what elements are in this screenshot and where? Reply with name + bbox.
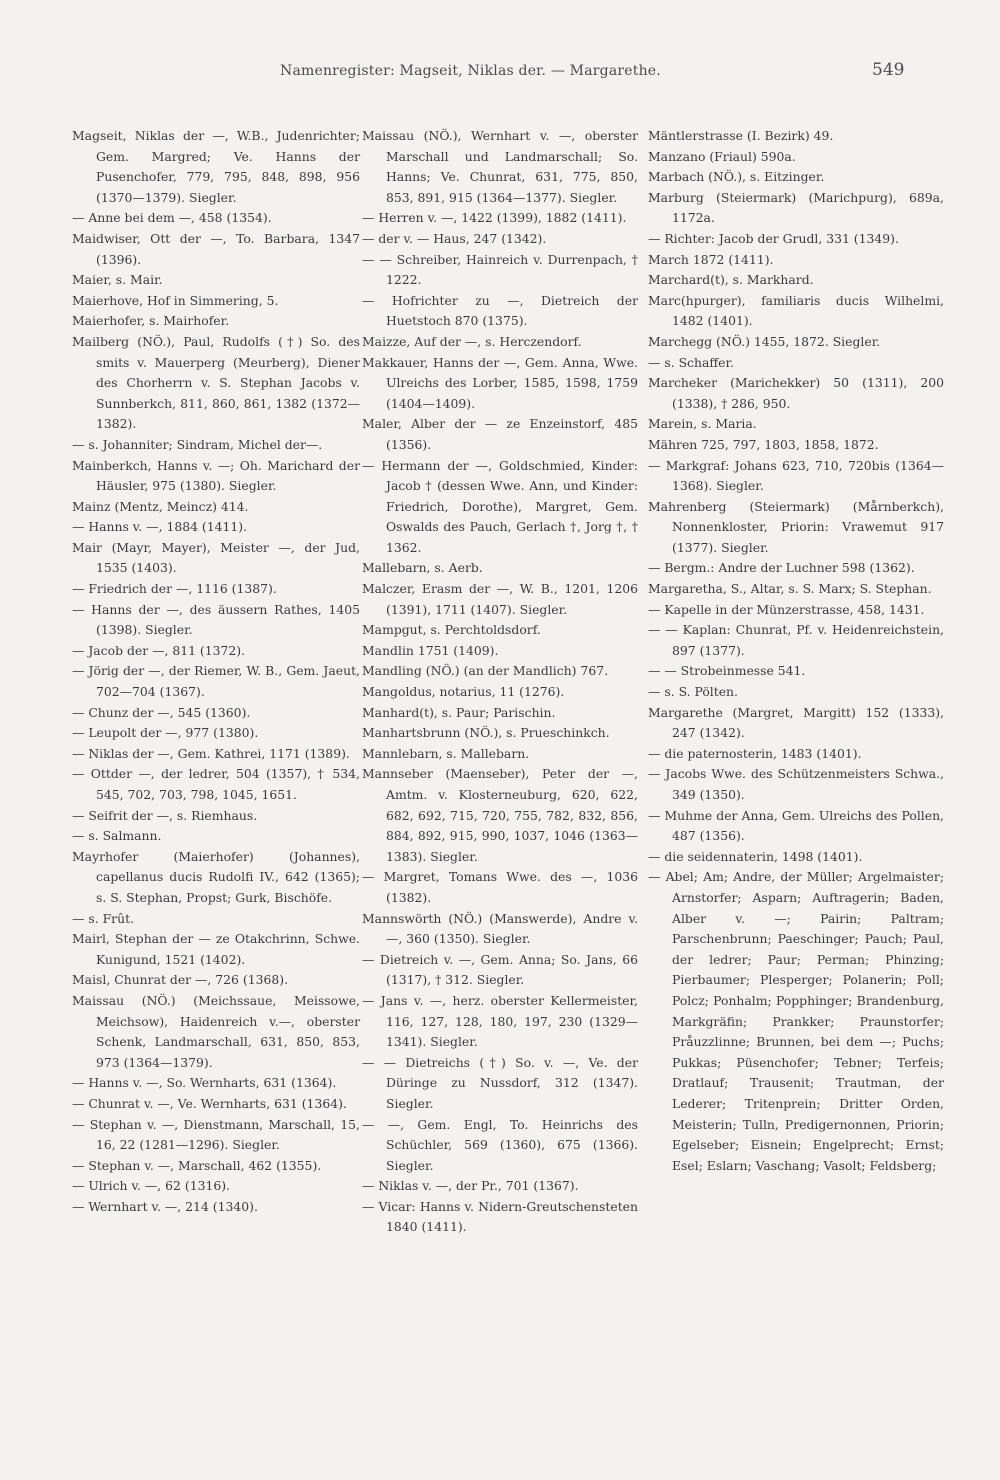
index-entry: — Jacob der —, 811 (1372). bbox=[72, 642, 246, 658]
column-3 bbox=[648, 126, 944, 1176]
index-entry: Mampgut, s. Perchtoldsdorf. bbox=[362, 622, 541, 638]
index-entry: Marc(hpurger), familiaris ducis Wilhelmi, 1482 (1401). bbox=[648, 292, 944, 329]
index-entry: — Abel; Am; Andre, der Müller; Argelmaister; Arnstorfer; Asparn; Auftragerin; Baden, Alber v. —; Pairin; Paltram; Parschenbrunn; Paeschinger; Pauch; Paul, der ledrer; Paur; Perman; Phinzing; Pierbaumer; Plesperger; Polanerin; Poll; Polcz; Ponhalm; Popphinger; Brandenburg, Markgräfin; Prankker; Praunstorfer; Pråuzzlinne; Brunnen, bei dem —; Puchs; Pukkas; Püsenchofer; Tebner; Terfeis; Dratlauf; Trausenit; Trautman, der Lederer; Tritenprein; Dritter Orden, Meisterin; Tulln, Predigernonnen, Priorin; Egelseber; Eisnein; Engelprecht; Ernst; Esel; Eslarn; Vaschang; Vasolt; Feldsberg; bbox=[648, 869, 944, 1173]
index-entry: — — Dietreichs (†) So. v. —, Ve. der Düringe zu Nussdorf, 312 (1347). Siegler. bbox=[362, 1054, 638, 1111]
index-entry: Maier, s. Mair. bbox=[72, 272, 163, 288]
index-entry: Maissau (NÖ.) (Meichssaue, Meissowe, Meichsow), Haidenreich v.—, oberster Schenk, Landmarschall, 631, 850, 853, 973 (1364—1379). bbox=[72, 992, 360, 1070]
index-entry: Mahrenberg (Steiermark) (Mårnberkch), Nonnenkloster, Priorin: Vrawemut 917 (1377). Siegler. bbox=[648, 498, 944, 555]
index-entry: — —, Gem. Engl, To. Heinrichs des Schüchler, 569 (1360), 675 (1366). Siegler. bbox=[362, 1116, 638, 1173]
index-entry: Mäntlerstrasse (I. Bezirk) 49. bbox=[648, 128, 834, 143]
index-entry: — Stephan v. —, Marschall, 462 (1355). bbox=[72, 1157, 322, 1173]
index-entry: — der v. — Haus, 247 (1342). bbox=[362, 230, 547, 246]
index-entry: Mainberkch, Hanns v. —; Oh. Marichard der Häusler, 975 (1380). Siegler. bbox=[72, 457, 360, 494]
index-entry: — Niklas v. —, der Pr., 701 (1367). bbox=[362, 1178, 579, 1194]
index-entry: — die seidennaterin, 1498 (1401). bbox=[648, 848, 863, 864]
index-entry: Manhartsbrunn (NÖ.), s. Prueschinkch. bbox=[362, 725, 610, 741]
index-entry: Margaretha, S., Altar, s. S. Marx; S. Stephan. bbox=[648, 581, 932, 597]
index-entry: — Kapelle in der Münzerstrasse, 458, 1431. bbox=[648, 601, 925, 617]
index-entry: Mannseber (Maenseber), Peter der —, Amtm. v. Klosterneuburg, 620, 622, 682, 692, 715, 720, 755, 782, 832, 856, 884, 892, 915, 990, 1037, 1046 (1363—1383). Siegler. bbox=[362, 766, 638, 864]
index-entry: Marein, s. Maria. bbox=[648, 416, 757, 432]
index-entry: — Hermann der —, Goldschmied, Kinder: Jacob † (dessen Wwe. Ann, und Kinder: Friedrich, Dorothe), Margret, Gem. Oswalds des Pauch, Gerlach †, Jorg †, † 1362. bbox=[362, 457, 638, 555]
index-entry: — Chunrat v. —, Ve. Wernharts, 631 (1364). bbox=[72, 1095, 347, 1111]
index-entry: Margarethe (Margret, Margitt) 152 (1333), 247 (1342). bbox=[648, 704, 944, 741]
index-entry: — s. Schaffer. bbox=[648, 354, 734, 370]
index-entry: — — Strobeinmesse 541. bbox=[648, 663, 806, 679]
index-entry: — s. Salmann. bbox=[72, 828, 162, 844]
index-entry: Mair (Mayr, Mayer), Meister —, der Jud, 1535 (1403). bbox=[72, 539, 360, 576]
column-2 bbox=[362, 126, 638, 1238]
index-entry: Maissau (NÖ.), Wernhart v. —, oberster Marschall und Landmarschall; So. Hanns; Ve. Chunrat, 631, 775, 850, 853, 891, 915 (1364—1377). Siegler. bbox=[362, 128, 638, 205]
index-entry: — — Schreiber, Hainreich v. Durrenpach, † 1222. bbox=[362, 251, 638, 288]
index-entry: Manzano (Friaul) 590a. bbox=[648, 148, 796, 164]
index-entry: — s. Johanniter; Sindram, Michel der—. bbox=[72, 436, 323, 452]
page-header: Namenregister: Magseit, Niklas der. — Margarethe. bbox=[280, 63, 661, 79]
index-entry: — Ottder —, der ledrer, 504 (1357), † 534, 545, 702, 703, 798, 1045, 1651. bbox=[72, 766, 360, 802]
index-entry: Maierhofer, s. Mairhofer. bbox=[72, 313, 230, 329]
index-entry: — s. S. Pölten. bbox=[648, 684, 738, 700]
index-entry: — Jacobs Wwe. des Schützenmeisters Schwa., 349 (1350). bbox=[648, 766, 944, 802]
index-entry: Mallebarn, s. Aerb. bbox=[362, 560, 483, 576]
index-entry: — Margret, Tomans Wwe. des —, 1036 (1382). bbox=[362, 869, 638, 905]
index-entry: Maidwiser, Ott der —, To. Barbara, 1347 (1396). bbox=[72, 230, 360, 267]
index-entry: — Wernhart v. —, 214 (1340). bbox=[72, 1198, 258, 1214]
index-entry: — s. Frût. bbox=[72, 910, 134, 926]
index-entry: — Ulrich v. —, 62 (1316). bbox=[72, 1178, 230, 1194]
index-entry: Maierhove, Hof in Simmering, 5. bbox=[72, 292, 279, 308]
index-entry: Mainz (Mentz, Meincz) 414. bbox=[72, 498, 249, 514]
index-entry: Mähren 725, 797, 1803, 1858, 1872. bbox=[648, 436, 879, 452]
index-entry: — Hanns v. —, 1884 (1411). bbox=[72, 519, 248, 535]
index-entry: Marchard(t), s. Markhard. bbox=[648, 272, 814, 288]
index-entry: March 1872 (1411). bbox=[648, 251, 774, 267]
index-entry: — Bergm.: Andre der Luchner 598 (1362). bbox=[648, 560, 915, 576]
index-entry: Marburg (Steiermark) (Marichpurg), 689a, 1172a. bbox=[648, 189, 944, 226]
index-entry: Mairl, Stephan der — ze Otakchrinn, Schwe. Kunigund, 1521 (1402). bbox=[72, 931, 360, 967]
index-entry: Manhard(t), s. Paur; Parischin. bbox=[362, 704, 556, 720]
index-entry: Marchegg (NÖ.) 1455, 1872. Siegler. bbox=[648, 333, 881, 349]
index-entry: — Dietreich v. —, Gem. Anna; So. Jans, 66 (1317), † 312. Siegler. bbox=[362, 951, 638, 988]
index-entry: — Hanns der —, des äussern Rathes, 1405 (1398). Siegler. bbox=[72, 601, 360, 638]
column-1 bbox=[72, 126, 360, 1217]
index-entry: — Herren v. —, 1422 (1399), 1882 (1411). bbox=[362, 210, 627, 226]
index-entry: Mandlin 1751 (1409). bbox=[362, 642, 499, 658]
index-entry: — Jörig der —, der Riemer, W. B., Gem. Jaeut, 702—704 (1367). bbox=[72, 663, 360, 700]
index-entry: — die paternosterin, 1483 (1401). bbox=[648, 745, 862, 761]
index-entry: Maisl, Chunrat der —, 726 (1368). bbox=[72, 972, 289, 988]
index-entry: — Vicar: Hanns v. Nidern-Greutschensteten 1840 (1411). bbox=[362, 1198, 638, 1235]
index-entry: — Markgraf: Johans 623, 710, 720bis (1364—1368). Siegler. bbox=[648, 457, 944, 494]
index-entry: Mangoldus, notarius, 11 (1276). bbox=[362, 684, 565, 700]
index-entry: — Muhme der Anna, Gem. Ulreichs des Pollen, 487 (1356). bbox=[648, 807, 944, 844]
index-entry: — Richter: Jacob der Grudl, 331 (1349). bbox=[648, 230, 899, 246]
index-entry: Mannswörth (NÖ.) (Manswerde), Andre v. —, 360 (1350). Siegler. bbox=[362, 910, 638, 947]
index-entry: — Stephan v. —, Dienstmann, Marschall, 15, 16, 22 (1281—1296). Siegler. bbox=[72, 1116, 360, 1153]
index-entry: Maizze, Auf der —, s. Herczendorf. bbox=[362, 333, 582, 349]
index-entry: Marbach (NÖ.), s. Eitzinger. bbox=[648, 169, 825, 185]
index-entry: — Hanns v. —, So. Wernharts, 631 (1364). bbox=[72, 1075, 337, 1091]
index-entry: — Anne bei dem —, 458 (1354). bbox=[72, 210, 272, 226]
index-entry: Mayrhofer (Maierhofer) (Johannes), capellanus ducis Rudolfi IV., 642 (1365); s. S. Stephan, Propst; Gurk, Bischöfe. bbox=[72, 848, 360, 905]
index-entry: Makkauer, Hanns der —, Gem. Anna, Wwe. Ulreichs des Lorber, 1585, 1598, 1759 (1404—1409). bbox=[362, 354, 638, 411]
index-entry: — Leupolt der —, 977 (1380). bbox=[72, 725, 259, 741]
page-number: 549 bbox=[872, 60, 905, 80]
index-entry: Mailberg (NÖ.), Paul, Rudolfs (†) So. des smits v. Mauerperg (Meurberg), Diener des Chorherrn v. S. Stephan Jacobs v. Sunnberkch, 811, 860, 861, 1382 (1372—1382). bbox=[72, 333, 360, 432]
index-entry: Mandling (NÖ.) (an der Mandlich) 767. bbox=[362, 663, 609, 679]
index-entry: Magseit, Niklas der —, W.B., Judenrichter; Gem. Margred; Ve. Hanns der Pusenchofer, 779, 795, 848, 898, 956 (1370—1379). Siegler. bbox=[72, 128, 360, 205]
index-entry: Malczer, Erasm der —, W. B., 1201, 1206 (1391), 1711 (1407). Siegler. bbox=[362, 581, 638, 617]
index-entry: — Niklas der —, Gem. Kathrei, 1171 (1389). bbox=[72, 745, 350, 761]
index-entry: Maler, Alber der — ze Enzeinstorf, 485 (1356). bbox=[362, 416, 638, 452]
index-entry: Marcheker (Marichekker) 50 (1311), 200 (1338), † 286, 950. bbox=[648, 375, 944, 411]
index-entry: — — Kaplan: Chunrat, Pf. v. Heidenreichstein, 897 (1377). bbox=[648, 622, 944, 658]
index-entry: — Hofrichter zu —, Dietreich der Huetstoch 870 (1375). bbox=[362, 292, 638, 329]
index-entry: — Friedrich der —, 1116 (1387). bbox=[72, 581, 277, 597]
index-entry: Mannlebarn, s. Mallebarn. bbox=[362, 745, 530, 761]
index-entry: — Chunz der —, 545 (1360). bbox=[72, 704, 251, 720]
index-entry: — Jans v. —, herz. oberster Kellermeister, 116, 127, 128, 180, 197, 230 (1329—1341). Siegler. bbox=[362, 992, 638, 1050]
index-entry: — Seifrit der —, s. Riemhaus. bbox=[72, 807, 258, 823]
